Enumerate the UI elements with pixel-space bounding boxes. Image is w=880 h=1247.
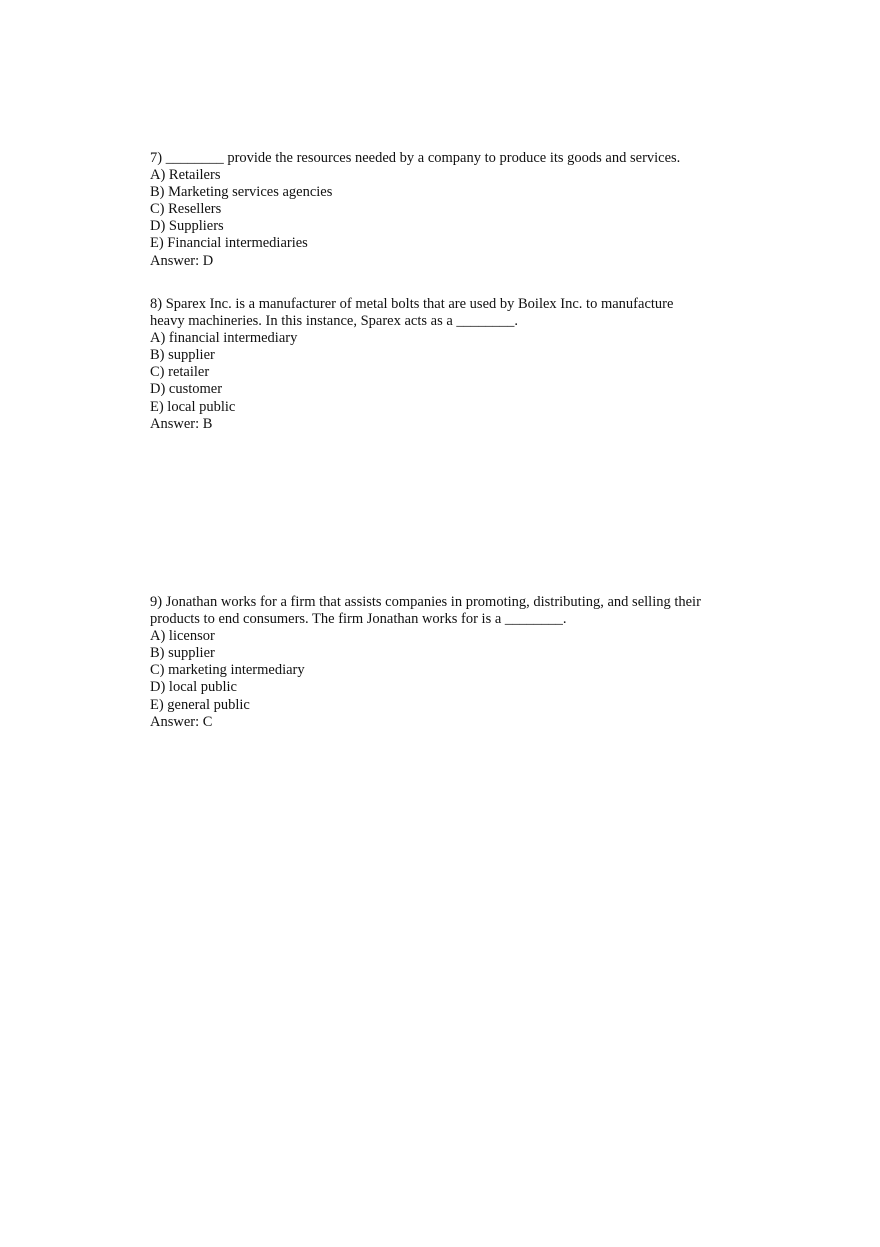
- question-stem-line-1: 9) Jonathan works for a firm that assists companies in promoting, distributing, and selling their: [150, 594, 701, 610]
- option-a: A) licensor: [150, 628, 215, 645]
- option-d: D) Suppliers: [150, 218, 224, 235]
- option-d: D) customer: [150, 381, 223, 398]
- question-9: [150, 594, 750, 731]
- question-stem: 7) ________ provide the resources needed by a company to produce its goods and services.: [150, 150, 681, 166]
- option-c: C) marketing intermediary: [150, 662, 305, 679]
- option-a: A) Retailers: [150, 167, 221, 184]
- option-c: C) retailer: [150, 364, 210, 381]
- question-stem-line-2: products to end consumers. The firm Jonathan works for is a ________.: [150, 611, 567, 628]
- option-e: E) Financial intermediaries: [150, 235, 308, 252]
- question-stem-line-2: heavy machineries. In this instance, Sparex acts as a ________.: [150, 313, 519, 330]
- option-b: B) Marketing services agencies: [150, 184, 333, 201]
- answer: Answer: C: [150, 713, 213, 730]
- question-stem-line-1: 8) Sparex Inc. is a manufacturer of metal bolts that are used by Boilex Inc. to manufacture: [150, 296, 674, 312]
- option-d: D) local public: [150, 679, 237, 696]
- question-8: [150, 296, 750, 433]
- option-c: C) Resellers: [150, 201, 222, 218]
- option-b: B) supplier: [150, 645, 215, 662]
- question-7: [150, 150, 750, 270]
- answer: Answer: D: [150, 252, 214, 269]
- option-a: A) financial intermediary: [150, 330, 298, 347]
- option-e: E) local public: [150, 398, 236, 415]
- option-e: E) general public: [150, 696, 250, 713]
- answer: Answer: B: [150, 415, 213, 432]
- option-b: B) supplier: [150, 347, 215, 364]
